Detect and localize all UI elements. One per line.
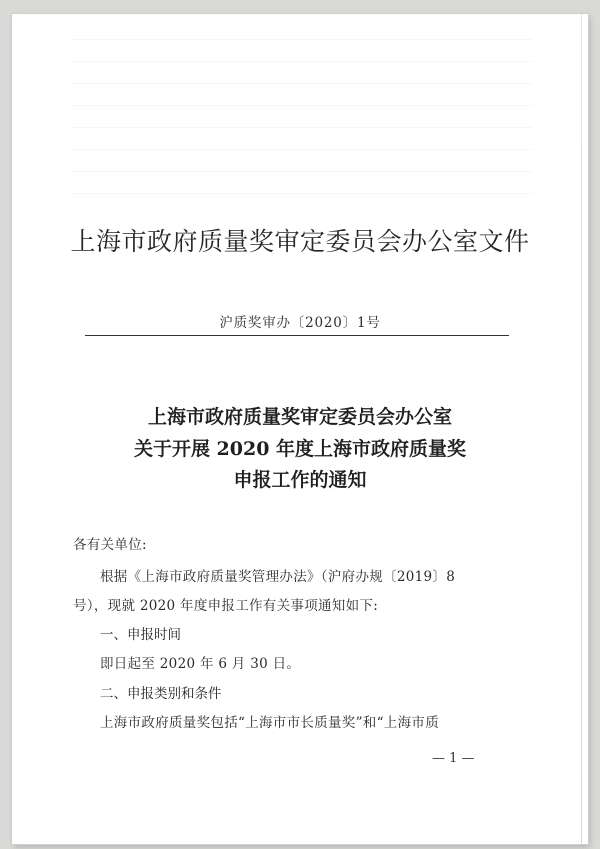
section-1-heading: 一、申报时间 bbox=[100, 627, 181, 643]
section-2-text: 上海市政府质量奖包括“上海市市长质量奖”和“上海市质 bbox=[100, 715, 440, 731]
section-2-heading: 二、申报类别和条件 bbox=[100, 686, 222, 702]
header-divider-line bbox=[85, 335, 509, 336]
notice-title bbox=[12, 402, 588, 497]
document-number: 沪质奖审办〔2020〕1号 bbox=[219, 315, 381, 331]
salutation: 各有关单位: bbox=[73, 537, 147, 553]
scan-bleed-through bbox=[72, 34, 532, 194]
document-header-title: 上海市政府质量奖审定委员会办公室文件 bbox=[70, 227, 530, 256]
section-1-text: 即日起至 2020 年 6 月 30 日。 bbox=[100, 656, 301, 672]
intro-paragraph-line-1: 根据《上海市政府质量奖管理办法》（沪府办规〔2019〕8 bbox=[100, 569, 456, 585]
intro-paragraph-line-2: 号），现就 2020 年度申报工作有关事项通知如下: bbox=[73, 598, 379, 614]
document-page bbox=[12, 14, 588, 844]
page-number: — 1 — bbox=[432, 751, 475, 766]
notice-title-line-1: 上海市政府质量奖审定委员会办公室 bbox=[147, 406, 452, 428]
notice-title-line-3: 申报工作的通知 bbox=[233, 469, 367, 491]
notice-title-line-2: 关于开展 2020 年度上海市政府质量奖 bbox=[133, 437, 467, 460]
